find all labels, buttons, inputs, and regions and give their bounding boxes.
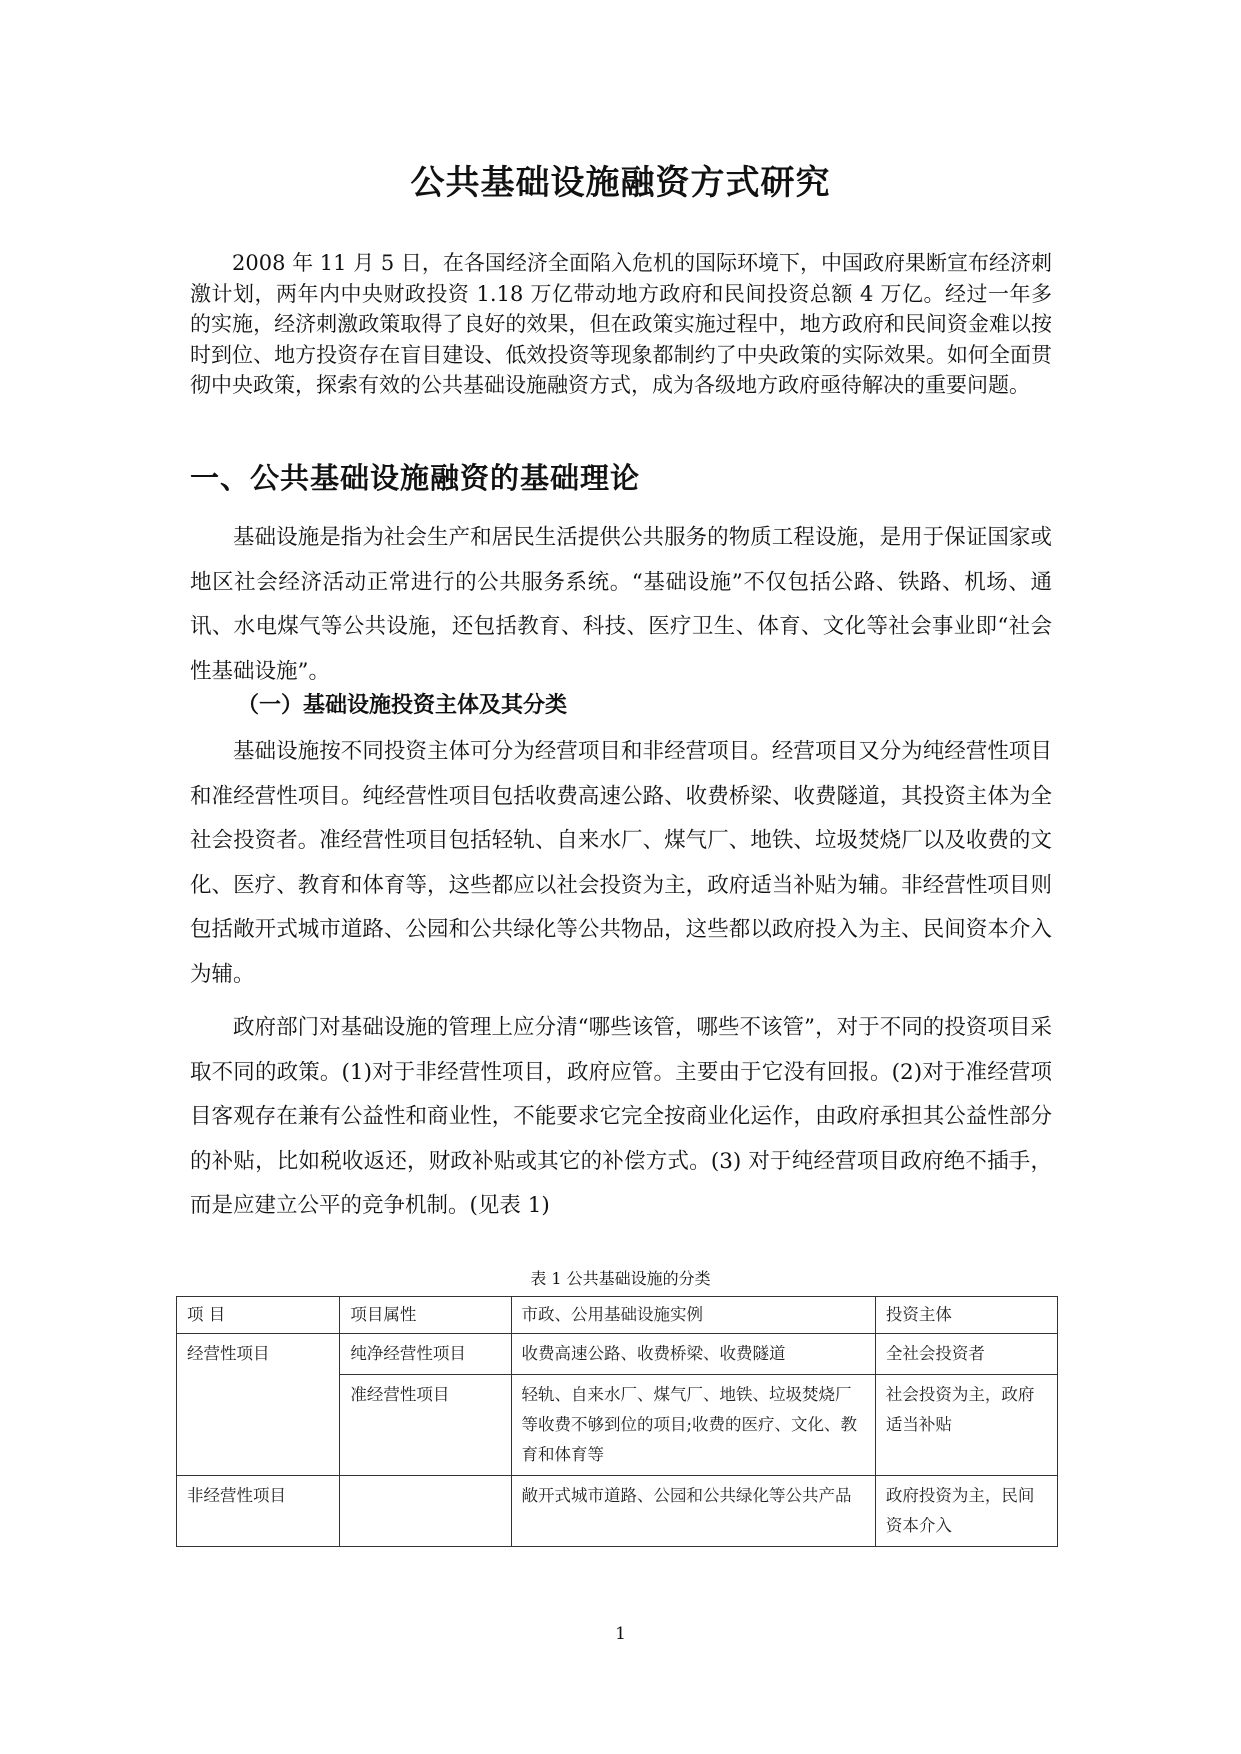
table-row — [177, 1334, 1058, 1375]
table-cell-attribute: 准经营性项目 — [340, 1375, 511, 1476]
section-heading-1: 一、公共基础设施融资的基础理论 — [190, 461, 641, 495]
table-cell-example: 轻轨、自来水厂、煤气厂、地铁、垃圾焚烧厂等收费不够到位的项目;收费的医疗、文化、教育和体育等 — [511, 1375, 875, 1476]
table-cell-example: 收费高速公路、收费桥梁、收费隧道 — [511, 1334, 875, 1375]
intro-paragraph: 2008 年 11 月 5 日，在各国经济全面陷入危机的国际环境下，中国政府果断宣布经济刺激计划，两年内中央财政投资 1.18 万亿带动地方政府和民间投资总额 4 万亿。经过一年多的实施，经济刺激政策取得了良好的效果，但在政策实施过程中，地方政府和民间资金难以按时到位、地方投资存在盲目建设、低效投资等现象都制约了中央政策的实际效果。如何全面贯彻中央政策，探索有效的公共基础设施融资方式，成为各级地方政府亟待解决的重要问题。 — [190, 251, 1052, 397]
table-cell-investor: 政府投资为主，民间资本介入 — [875, 1476, 1057, 1547]
table-cell-investor: 全社会投资者 — [875, 1334, 1057, 1375]
classification-table — [176, 1296, 1058, 1547]
table-caption: 表 1 公共基础设施的分类 — [530, 1269, 711, 1288]
table-cell-attribute: 纯净经营性项目 — [340, 1334, 511, 1375]
table-header-example: 市政、公用基础设施实例 — [511, 1297, 875, 1334]
document-title: 公共基础设施融资方式研究 — [410, 163, 831, 203]
table-cell-item: 经营性项目 — [177, 1334, 340, 1476]
table-header-attribute: 项目属性 — [340, 1297, 511, 1334]
table-header-investor: 投资主体 — [875, 1297, 1057, 1334]
subsection-heading-1: （一）基础设施投资主体及其分类 — [237, 693, 568, 718]
table-cell-item: 非经营性项目 — [177, 1476, 340, 1547]
table-header-row — [177, 1297, 1058, 1334]
table-cell-attribute — [340, 1476, 511, 1547]
table-cell-investor: 社会投资为主，政府适当补贴 — [875, 1375, 1057, 1476]
subsection1-paragraph-2: 政府部门对基础设施的管理上应分清“哪些该管，哪些不该管”，对于不同的投资项目采取不同的政策。(1)对于非经营性项目，政府应管。主要由于它没有回报。(2)对于准经营项目客观存在兼有公益性和商业性，不能要求它完全按商业化运作，由政府承担其公益性部分的补贴，比如税收返还，财政补贴或其它的补偿方式。(3) 对于纯经营项目政府绝不插手，而是应建立公平的竞争机制。(见表 1) — [190, 1015, 1052, 1218]
section1-paragraph: 基础设施是指为社会生产和居民生活提供公共服务的物质工程设施，是用于保证国家或地区社会经济活动正常进行的公共服务系统。“基础设施”不仅包括公路、铁路、机场、通讯、水电煤气等公共设施，还包括教育、科技、医疗卫生、体育、文化等社会事业即“社会性基础设施”。 — [190, 525, 1052, 684]
subsection1-paragraph-1: 基础设施按不同投资主体可分为经营项目和非经营项目。经营项目又分为纯经营性项目和准经营性项目。纯经营性项目包括收费高速公路、收费桥梁、收费隧道，其投资主体为全社会投资者。准经营性项目包括轻轨、自来水厂、煤气厂、地铁、垃圾焚烧厂以及收费的文化、医疗、教育和体育等，这些都应以社会投资为主，政府适当补贴为辅。非经营性项目则包括敞开式城市道路、公园和公共绿化等公共物品，这些都以政府投入为主、民间资本介入为辅。 — [190, 739, 1052, 987]
table-cell-example: 敞开式城市道路、公园和公共绿化等公共产品 — [511, 1476, 875, 1547]
table-row — [177, 1476, 1058, 1547]
table-header-item: 项 目 — [177, 1297, 340, 1334]
page-number: 1 — [615, 1624, 626, 1644]
